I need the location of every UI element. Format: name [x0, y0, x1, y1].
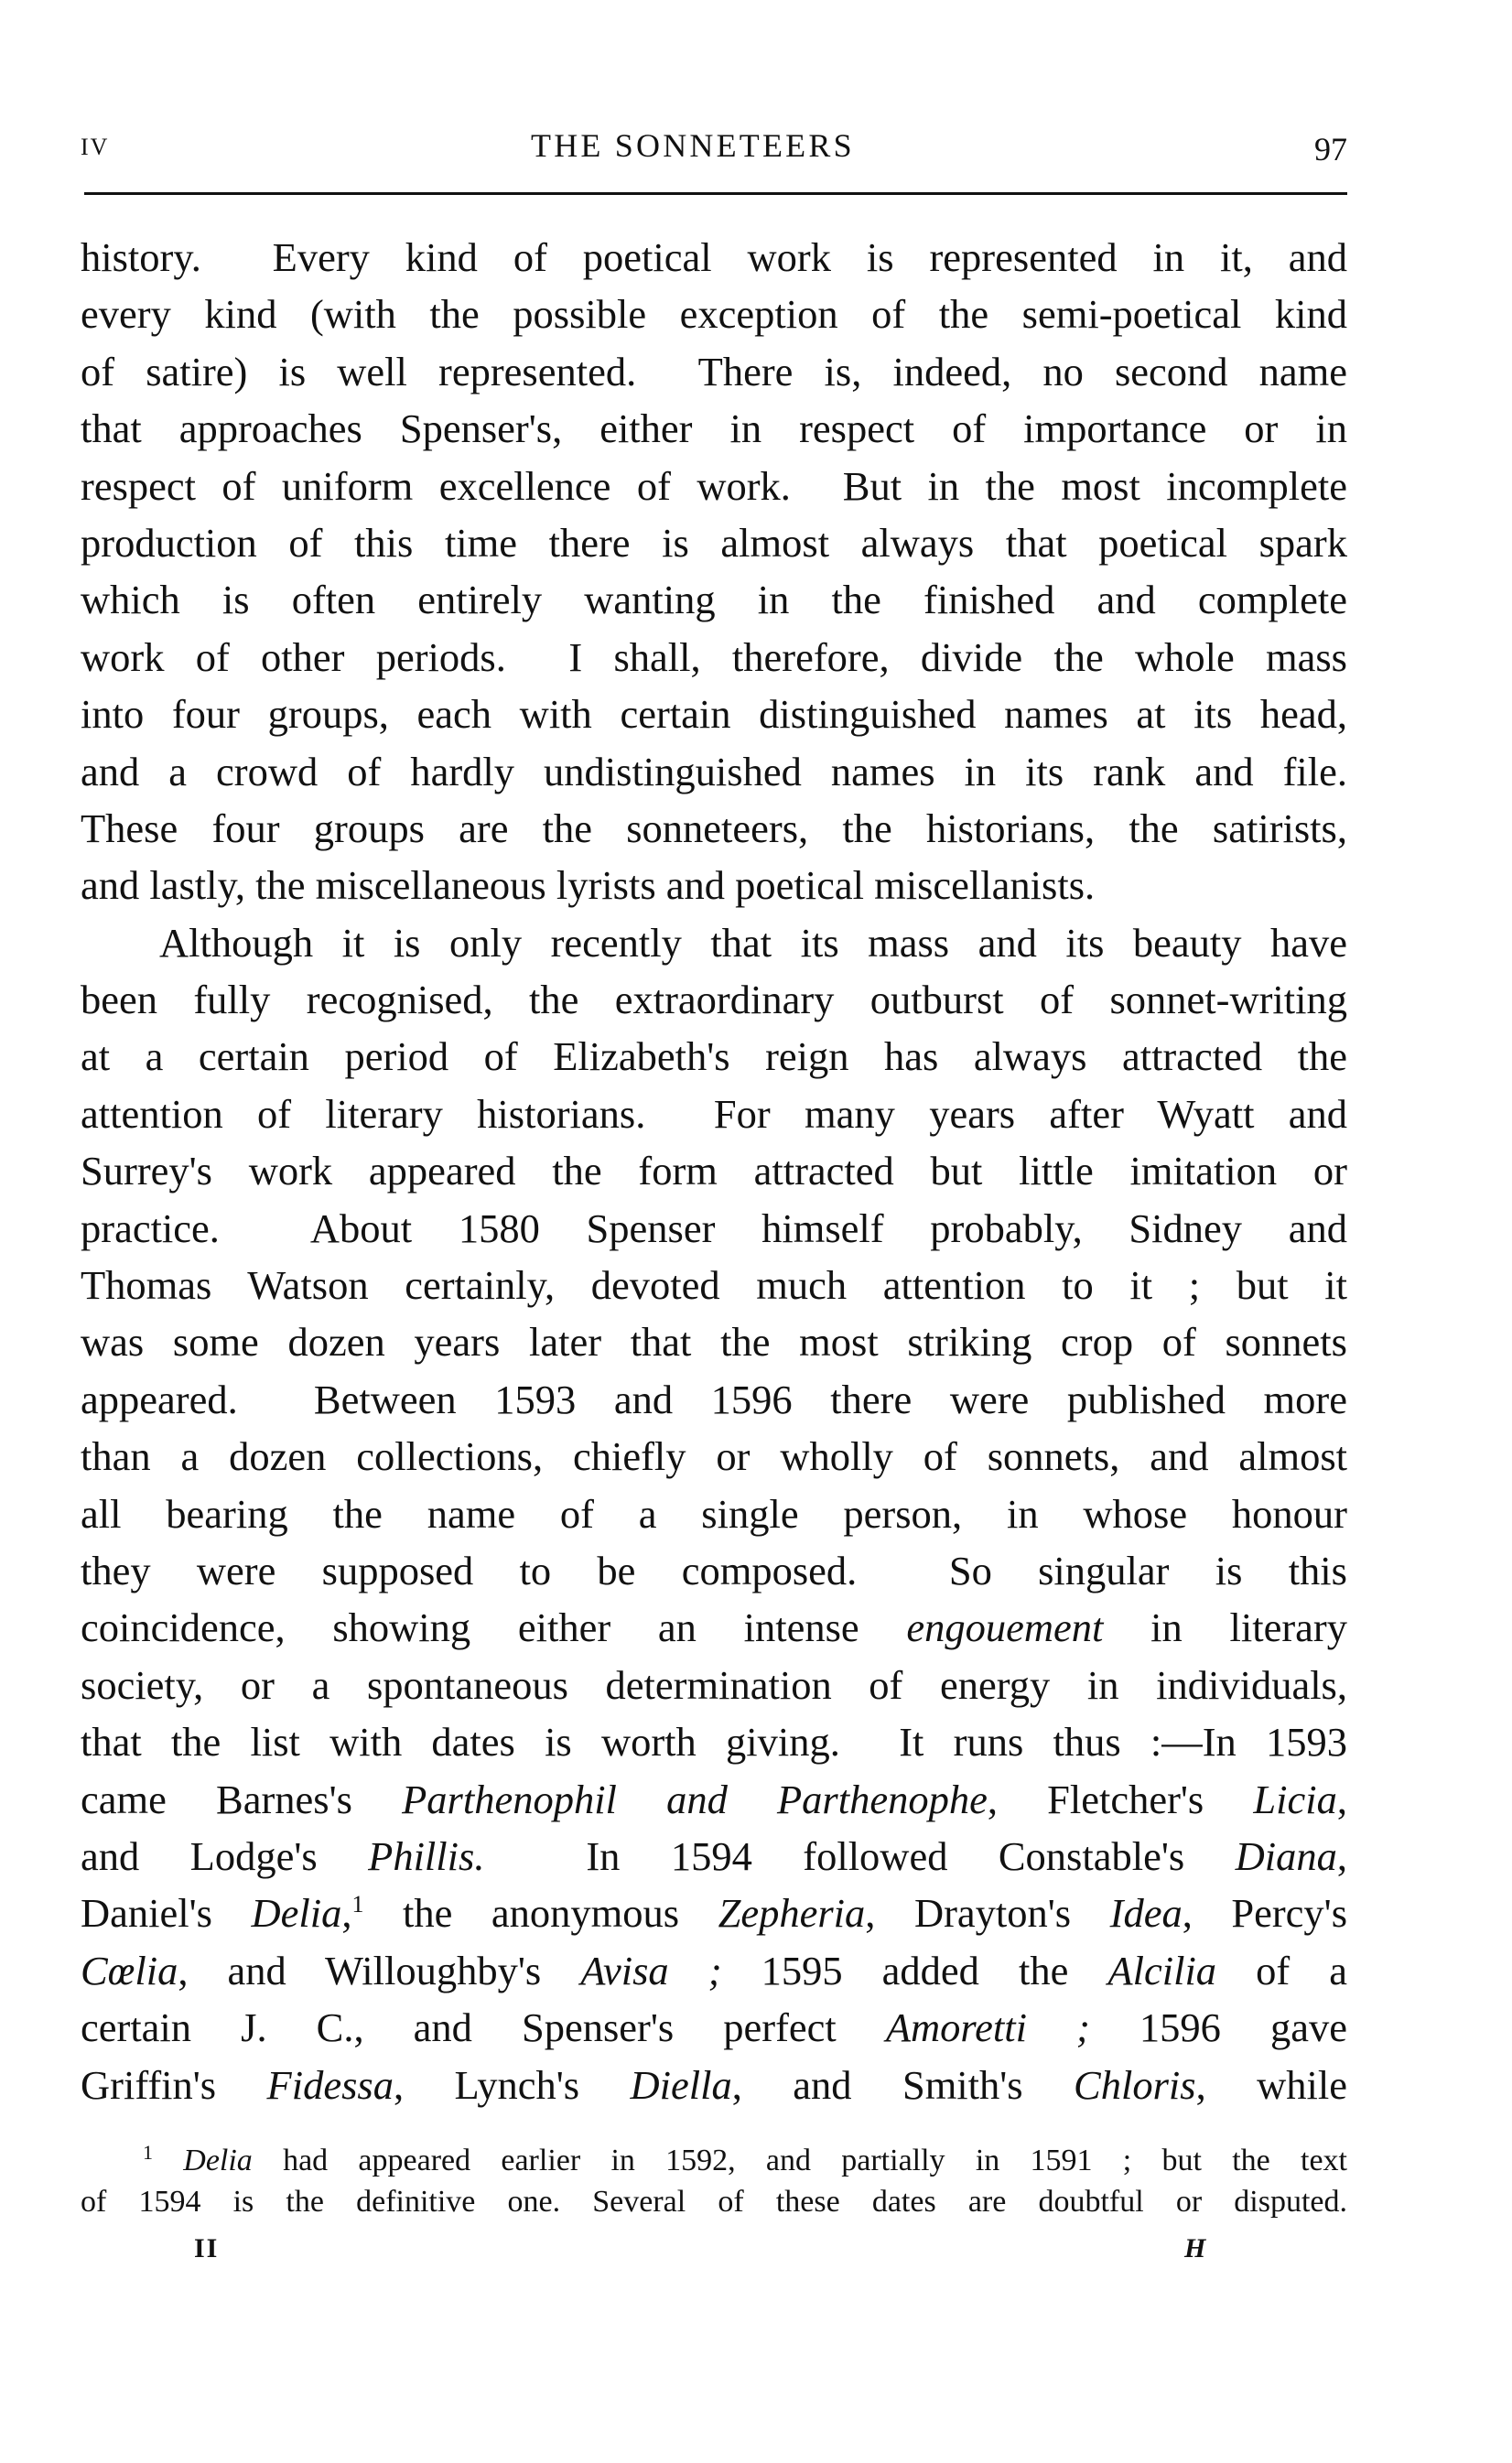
text-run — [153, 2144, 183, 2177]
signature-gathering-mark: H — [1184, 2233, 1208, 2263]
italic-title: Alcilia — [1107, 1947, 1217, 1993]
body-line — [81, 1313, 1347, 1370]
text-run: appeared. Between 1593 and 1596 there were published more — [81, 1376, 1347, 1422]
text-run: These four groups are the sonneteers, the historians, the satirists, — [81, 805, 1347, 851]
text-run: , — [1336, 1832, 1347, 1879]
body-line — [81, 1542, 1347, 1599]
text-run: that approaches Spenser's, either in respect of importance or in — [81, 405, 1347, 452]
italic-title: Phillis. — [368, 1832, 485, 1879]
text-run: was some dozen years later that the most striking crop of sonnets — [81, 1319, 1347, 1366]
body-line — [81, 629, 1347, 686]
footnote-line — [81, 2140, 1347, 2181]
body-line — [81, 914, 1347, 971]
text-run: production of this time there is almost always that poetical spark — [81, 519, 1347, 566]
body-line — [81, 1371, 1347, 1428]
body-line — [81, 1885, 1347, 1941]
text-run: coincidence, showing either an intense — [81, 1604, 907, 1651]
italic-title: Licia — [1253, 1776, 1337, 1822]
text-run: In 1594 followed Constable's — [484, 1832, 1236, 1879]
body-line — [81, 686, 1347, 742]
body-line — [81, 1999, 1347, 2056]
italic-title: Diana — [1235, 1832, 1337, 1879]
italic-title: Delia — [183, 2144, 253, 2177]
text-run: , Percy's — [1182, 1890, 1348, 1937]
body-text — [81, 229, 1347, 2113]
body-line — [81, 400, 1347, 457]
body-line — [81, 286, 1347, 342]
italic-title: Amoretti ; — [885, 2004, 1090, 2051]
text-run: of 1594 is the definitive one. Several of these dates are doubtful or disputed. — [81, 2185, 1347, 2219]
footnote-marker: 1 — [351, 1891, 364, 1918]
text-run: had appeared earlier in 1592, and partially in 1591 ; but the text — [252, 2144, 1347, 2177]
text-run: every kind (with the possible exception of the semi-poetical kind — [81, 291, 1347, 338]
text-run: been fully recognised, the extraordinary outburst of sonnet-writing — [81, 977, 1347, 1023]
text-run: Although it is only recently that its mass and its beauty have — [159, 919, 1347, 966]
text-run: , — [1336, 1776, 1347, 1822]
italic-title: Diella — [630, 2061, 732, 2108]
text-run: and Lodge's — [81, 1832, 369, 1879]
body-line — [81, 229, 1347, 286]
italic-title: Cœlia — [81, 1947, 178, 1993]
text-run: , and Smith's — [731, 2061, 1075, 2108]
body-line — [81, 343, 1347, 400]
body-line — [81, 800, 1347, 857]
text-run: into four groups, each with certain distinguished names at its head, — [81, 691, 1347, 738]
text-run: 1596 gave — [1089, 2004, 1347, 2051]
header-rule — [84, 192, 1347, 195]
text-run: they were supposed to be composed. So singular is this — [81, 1547, 1347, 1593]
body-line — [81, 1599, 1347, 1656]
italic-title: Idea — [1109, 1890, 1183, 1937]
body-line — [81, 1942, 1347, 1999]
text-run: all bearing the name of a single person, in whose honour — [81, 1490, 1347, 1537]
text-run: Griffin's — [81, 2061, 267, 2108]
body-line — [81, 458, 1347, 514]
footnote-marker: 1 — [143, 2141, 153, 2164]
text-run: 1595 added the — [721, 1947, 1108, 1993]
italic-title: Avisa ; — [580, 1947, 722, 1993]
text-run: at a certain period of Elizabeth's reign has always attracted the — [81, 1033, 1347, 1080]
text-run: of a — [1216, 1947, 1348, 1993]
text-run: practice. About 1580 Spenser himself probably, Sidney and — [81, 1204, 1347, 1251]
italic-title: Delia — [251, 1890, 342, 1937]
text-run: , Drayton's — [865, 1890, 1110, 1937]
running-head — [81, 126, 1347, 167]
page-number: 97 — [1314, 131, 1347, 167]
body-line — [81, 1428, 1347, 1485]
text-run: work of other periods. I shall, therefore, divide the whole mass — [81, 633, 1347, 680]
body-line — [81, 971, 1347, 1028]
italic-title: Zepheria — [718, 1890, 866, 1937]
body-line — [81, 1142, 1347, 1199]
text-run: than a dozen collections, chiefly or wholly of sonnets, and almost — [81, 1433, 1347, 1480]
text-run: , — [341, 1890, 352, 1937]
italic-title: Parthenophil and Parthenophe — [402, 1776, 988, 1822]
body-line — [81, 2057, 1347, 2113]
body-line — [81, 743, 1347, 800]
text-run: Daniel's — [81, 1890, 252, 1937]
body-line — [81, 1657, 1347, 1713]
text-run: came Barnes's — [81, 1776, 403, 1822]
text-run: in literary — [1103, 1604, 1347, 1651]
body-line — [81, 1771, 1347, 1828]
text-run: the anonymous — [363, 1890, 718, 1937]
text-run: and lastly, the miscellaneous lyrists and poetical miscellanists. — [81, 862, 1096, 909]
footnote-line — [81, 2181, 1347, 2222]
text-run: , Fletcher's — [987, 1776, 1254, 1822]
body-line — [81, 1485, 1347, 1542]
text-run: which is often entirely wanting in the finished and complete — [81, 577, 1347, 623]
running-title: THE SONNETEERS — [531, 127, 855, 164]
body-line — [81, 1200, 1347, 1257]
text-run: history. Every kind of poetical work is represented in it, and — [81, 234, 1347, 280]
text-run: , Lynch's — [393, 2061, 631, 2108]
text-run: society, or a spontaneous determination of energy in individuals, — [81, 1661, 1347, 1708]
text-run: Surrey's work appeared the form attracted but little imitation or — [81, 1148, 1347, 1194]
body-line — [81, 571, 1347, 628]
body-line — [81, 514, 1347, 571]
text-run: Thomas Watson certainly, devoted much attention to it ; but it — [81, 1262, 1347, 1309]
text-run: attention of literary historians. For many years after Wyatt and — [81, 1090, 1347, 1137]
body-line — [81, 1257, 1347, 1313]
text-run: , and Willoughby's — [178, 1947, 581, 1993]
italic-title: Fidessa — [266, 2061, 394, 2108]
text-run: of satire) is well represented. There is, indeed, no second name — [81, 348, 1347, 394]
body-line — [81, 1028, 1347, 1085]
text-run: respect of uniform excellence of work. But in the most incomplete — [81, 462, 1347, 509]
body-line — [81, 1828, 1347, 1885]
text-run: , while — [1195, 2061, 1347, 2108]
text-run: certain J. C., and Spenser's perfect — [81, 2004, 886, 2051]
text-run: and a crowd of hardly undistinguished names in its rank and file. — [81, 748, 1347, 794]
italic-title: engouement — [906, 1604, 1104, 1651]
signature-volume-mark: II — [194, 2233, 220, 2263]
body-line — [81, 1086, 1347, 1142]
italic-title: Chloris — [1074, 2061, 1196, 2108]
body-line — [81, 857, 1347, 913]
text-run: that the list with dates is worth giving. It runs thus :—In 1593 — [81, 1719, 1347, 1766]
body-line — [81, 1713, 1347, 1770]
footnotes — [81, 2140, 1347, 2222]
chapter-number: IV — [81, 134, 110, 160]
